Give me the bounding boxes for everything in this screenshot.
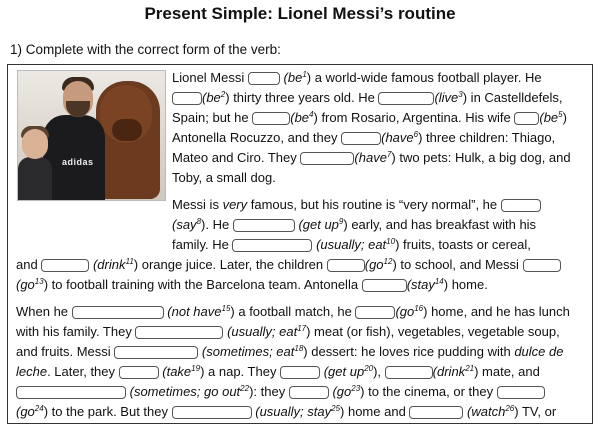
answer-blank-12[interactable]: [327, 259, 365, 272]
answer-blank-14[interactable]: [362, 279, 407, 292]
p2-line-4: and (drink$^{11}$) orange juice. Later, the children $(go^{12})$ to school, and Messi: [16, 255, 561, 274]
answer-blank-17[interactable]: [135, 326, 223, 339]
p2-line-3: family. He (usually; eat$^{10}$) fruits, toasts or cereal,: [172, 237, 531, 252]
answer-blank-11[interactable]: [41, 259, 89, 272]
answer-blank-21[interactable]: [385, 366, 433, 379]
answer-blank-5[interactable]: [514, 112, 539, 125]
answer-blank-25[interactable]: [172, 406, 252, 419]
answer-blank-16[interactable]: [355, 306, 395, 319]
answer-blank-18[interactable]: [114, 346, 198, 359]
child-figure: [18, 157, 52, 201]
answer-blank-26[interactable]: [409, 406, 463, 419]
p3-line-1: When he (not have$^{15}$) a football match, he $(go^{16})$ home, and he has lunch: [16, 304, 570, 319]
p1-line-6: Toby, a small dog.: [172, 170, 276, 185]
exercise-instruction: 1) Complete with the correct form of the verb:: [10, 42, 281, 57]
shirt-logo: adidas: [62, 157, 94, 167]
p1-line-1: Lionel Messi $(be^1)$ a world-wide famous football player. He: [172, 70, 542, 85]
answer-blank-8[interactable]: [501, 199, 541, 212]
answer-blank-2[interactable]: [172, 92, 202, 105]
answer-blank-22[interactable]: [16, 386, 126, 399]
answer-blank-13[interactable]: [523, 259, 561, 272]
answer-blank-9[interactable]: [233, 219, 295, 232]
p3-line-3: and fruits. Messi (sometimes; eat$^{18}$) dessert: he loves rice pudding with dulce de: [16, 344, 564, 359]
p3-line-2: with his family. They (usually; eat$^{17}$) meat (or fish), vegetables, vegetable soup,: [16, 324, 560, 339]
p2-line-1: Messi is very famous, but his routine is “very normal”, he: [172, 195, 541, 214]
child-head: [22, 129, 48, 159]
dog-snout: [112, 119, 142, 141]
p2-line-2: (say$^8$). He (get $up^9$) early, and has breakfast with his: [172, 217, 537, 232]
p1-line-2: $(be^2)$ thirty three years old. He (live$^3$) in Castelldefels,: [172, 88, 562, 107]
p3-line-5: (sometimes; go out$^{22}$): they $(go^{23})$ to the cinema, or they: [16, 382, 545, 401]
answer-blank-20[interactable]: [280, 366, 320, 379]
answer-blank-24[interactable]: [497, 386, 545, 399]
p3-line-6: $(go^{24})$ to the park. But they (usually; stay$^{25}$) home and (watch$^{26}$) TV, or: [16, 404, 557, 419]
p1-line-3: Spain; but he $(be^4)$ from Rosario, Argentina. His wife $(be^5)$: [172, 110, 567, 125]
worksheet-title: Present Simple: Lionel Messi’s routine: [144, 4, 456, 23]
answer-blank-7[interactable]: [300, 152, 354, 165]
answer-blank-15[interactable]: [72, 306, 164, 319]
p2-line-5: $(go^{13})$ to football training with the Barcelona team. Antonella (stay$^{14}$) home.: [16, 277, 488, 292]
answer-blank-4[interactable]: [252, 112, 290, 125]
answer-blank-23[interactable]: [289, 386, 329, 399]
answer-blank-19[interactable]: [119, 366, 159, 379]
answer-blank-3[interactable]: [378, 92, 434, 105]
p3-line-4: leche. Later, they (take$^{19}$) a nap. They (get $up^{20}$), (drink$^{21}$) mate, and: [16, 364, 540, 379]
answer-blank-10[interactable]: [232, 239, 312, 252]
p1-line-5: Mateo and Ciro. They (have$^7$) two pets: Hulk, a big dog, and: [172, 150, 571, 165]
messi-photo: [17, 70, 166, 201]
answer-blank-6[interactable]: [341, 132, 381, 145]
p1-line-4: Antonella Rocuzzo, and they (have$^6$) three children: Thiago,: [172, 130, 556, 145]
answer-blank-1[interactable]: [248, 72, 280, 85]
